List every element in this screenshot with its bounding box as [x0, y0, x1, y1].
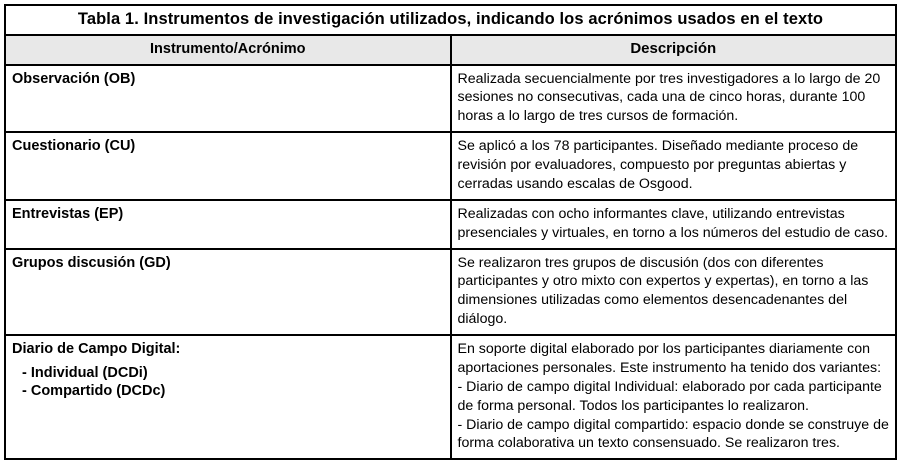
column-header-instrument: Instrumento/Acrónimo	[5, 35, 451, 65]
cell-description	[451, 65, 897, 133]
description-paragraph: Realizada secuencialmente por tres investigadores a lo largo de 20 sesiones no consecutivas, cada una de cinco horas, durante 100 horas a lo largo de tres cursos de formación.	[457, 70, 881, 125]
description-paragraph: - Diario de campo digital compartido: espacio donde se construye de forma colaborativa un texto consensuado. Se realizaron tres.	[457, 416, 889, 452]
table-row	[5, 249, 896, 336]
cell-instrument	[5, 200, 451, 249]
cell-description	[451, 335, 897, 459]
description-paragraph: En soporte digital elaborado por los participantes diariamente con aportaciones personales. Este instrumento ha tenido dos variantes:	[457, 341, 882, 376]
description-paragraph: - Diario de campo digital Individual: elaborado por cada participante de forma personal. Todos los participantes lo realizaron.	[457, 378, 882, 414]
table-row	[5, 132, 896, 200]
table-row	[5, 335, 896, 459]
table-caption-row	[5, 5, 896, 35]
description-paragraph: Realizadas con ocho informantes clave, utilizando entrevistas presenciales y virtuales, en torno a los números del estudio de caso.	[457, 205, 889, 241]
table-caption: Tabla 1. Instrumentos de investigación utilizados, indicando los acrónimos usados en el texto	[5, 5, 896, 35]
instruments-table	[4, 4, 897, 460]
description-paragraph: Se realizaron tres grupos de discusión (dos con diferentes participantes y otro mixto con expertos y expertas), en torno a las dimensiones utilizadas como elementos desencadenantes del diálogo.	[457, 254, 869, 328]
instrument-name: Diario de Campo Digital:	[12, 341, 181, 358]
instrument-name: Observación (OB)	[12, 70, 136, 87]
cell-description	[451, 200, 897, 249]
instrument-name: Cuestionario (CU)	[12, 138, 136, 155]
table-row	[5, 65, 896, 133]
instrument-subitem-compartido: - Compartido (DCDc)	[22, 383, 166, 400]
column-header-description: Descripción	[451, 35, 897, 65]
instrument-name: Entrevistas (EP)	[12, 205, 124, 222]
cell-description	[451, 249, 897, 336]
table-row	[5, 200, 896, 249]
table-header-row	[5, 35, 896, 65]
table-container	[4, 4, 897, 460]
description-paragraph: Se aplicó a los 78 participantes. Diseñado mediante proceso de revisión por evaluadores, compuesto por preguntas abiertas y cerradas usando escalas de Osgood.	[457, 138, 859, 192]
cell-instrument	[5, 65, 451, 133]
cell-instrument	[5, 335, 451, 459]
instrument-name: Grupos discusión (GD)	[12, 254, 171, 271]
cell-instrument	[5, 249, 451, 336]
instrument-subitem-individual: - Individual (DCDi)	[22, 364, 148, 381]
cell-description	[451, 132, 897, 200]
cell-instrument	[5, 132, 451, 200]
